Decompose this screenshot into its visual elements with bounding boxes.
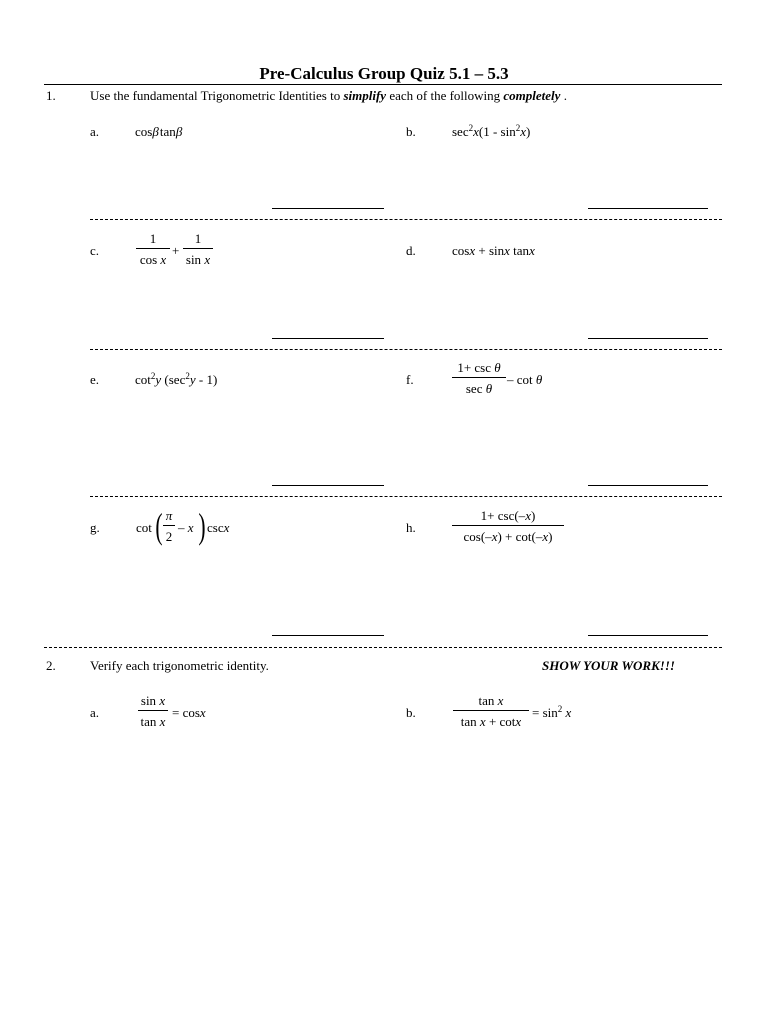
answer-blank-1h[interactable] — [588, 635, 708, 636]
title-underline — [44, 84, 722, 85]
expression-1a: cosβ tanβ — [135, 124, 183, 139]
part-label-1g: g. — [90, 520, 100, 535]
fraction-2a: sin x tan x — [138, 693, 168, 729]
fraction-1f: 1+ csc θ sec θ — [452, 360, 506, 396]
divider-line — [90, 219, 722, 220]
question-1-number: 1. — [46, 88, 56, 103]
fraction-2b: tan x tan x + cotx — [453, 693, 529, 729]
expression-2b-rhs: = $\sin^2 x$ — [532, 704, 572, 720]
question-1-instructions: Use the fundamental Trigonometric Identities to simplify each of the following completely . — [90, 88, 567, 103]
answer-blank-1e[interactable] — [272, 485, 384, 486]
part-label-2b: b. — [406, 705, 416, 720]
expression-1g-tail: cscx — [207, 520, 230, 535]
part-label-1a: a. — [90, 124, 100, 139]
fraction-1c-first: 1 cos x — [136, 231, 170, 267]
function-cot-1g: cot — [136, 520, 152, 535]
answer-blank-1g[interactable] — [272, 635, 384, 636]
part-label-1c: c. — [90, 243, 100, 258]
page-title: Pre-Calculus Group Quiz 5.1 – 5.3 — [259, 64, 509, 83]
question-2-number: 2. — [46, 658, 56, 673]
part-label-1f: f. — [406, 372, 414, 387]
expression-1f-tail: – cot θ — [507, 372, 543, 387]
part-label-1b: b. — [406, 124, 416, 139]
answer-blank-1f[interactable] — [588, 485, 708, 486]
section-divider-line — [44, 647, 722, 648]
expression-2a-rhs: = cosx — [172, 705, 206, 720]
question-2-instructions: Verify each trigonometric identity. — [90, 658, 269, 673]
divider-line — [90, 349, 722, 350]
plus-sign-1c: + — [172, 243, 180, 258]
answer-blank-1d[interactable] — [588, 338, 708, 339]
part-label-1d: d. — [406, 243, 416, 258]
answer-blank-1b[interactable] — [588, 208, 708, 209]
part-label-2a: a. — [90, 705, 100, 720]
expression-1d: cosx + sinx tanx — [452, 243, 535, 258]
answer-blank-1a[interactable] — [272, 208, 384, 209]
part-label-1e: e. — [90, 372, 100, 387]
expression-1g-inner: – x — [178, 520, 194, 535]
show-work-note: SHOW YOUR WORK!!! — [542, 658, 675, 673]
left-parenthesis: ( — [155, 506, 163, 546]
part-label-1h: h. — [406, 520, 416, 535]
fraction-1h: 1+ csc(–x) cos(–x) + cot(–x) — [452, 508, 564, 544]
fraction-1c-second: 1 sin x — [183, 231, 213, 267]
divider-line — [90, 496, 722, 497]
fraction-pi-over-2: π 2 — [163, 508, 175, 544]
expression-1b: $\sec^2x(1 - \sin^2x)$ — [452, 123, 531, 139]
right-parenthesis: ) — [198, 506, 206, 546]
expression-1e: $\cot^2y$ $(\sec^2y - 1)$ — [135, 371, 218, 387]
answer-blank-1c[interactable] — [272, 338, 384, 339]
